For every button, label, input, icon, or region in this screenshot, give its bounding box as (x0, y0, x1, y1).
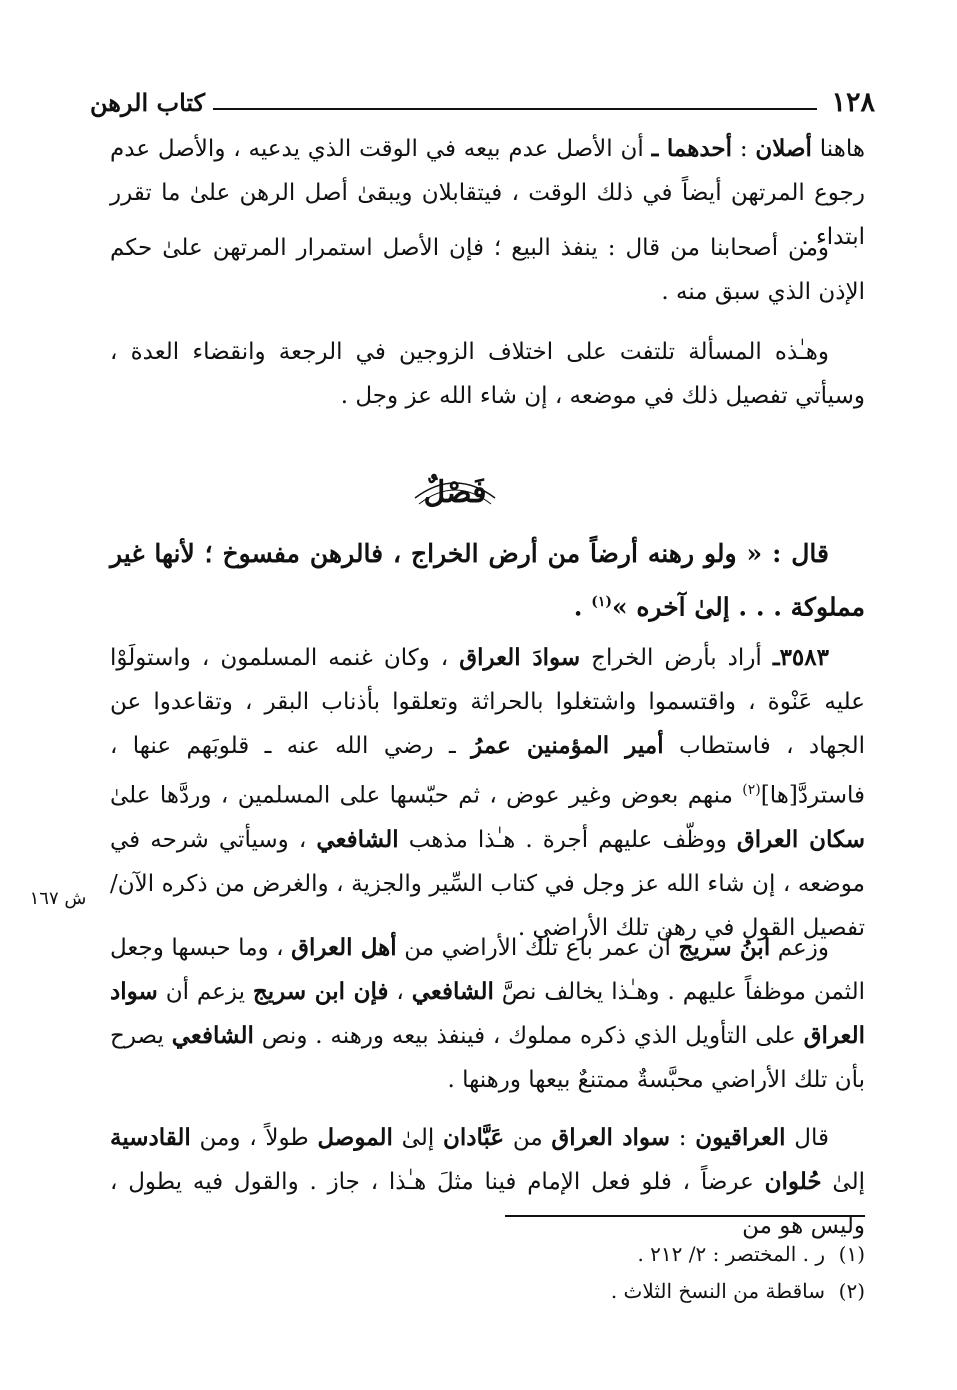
text-run: ، وسيأتي شرحه في موضعه ، إن شاء الله عز وجل في كتاب السِّير والجزية ، والغرض من ذكره الآن/ تفصيل القول في رهن تلك الأراضي . (110, 826, 865, 941)
footnote-text: ر . المختصر : ٢/ ٢١٢ . (637, 1242, 825, 1266)
bold-run: سواد العراق (110, 978, 866, 1049)
bold-run: ابنُ سريج (678, 934, 771, 961)
footnotes (300, 1236, 865, 1310)
footnote-separator (505, 1215, 865, 1217)
text-run: : (670, 1125, 696, 1151)
text-run: يزعم أن (157, 979, 253, 1005)
text-run: إلىٰ (392, 1125, 443, 1151)
text-run: ـ رضي الله عنه ـ قلوبَهم عنها ، فاستردَّ[ها] (110, 733, 865, 809)
running-title: كتاب الرهن (90, 88, 206, 117)
footnote-1 (300, 1236, 865, 1273)
text-run: هاهنا (811, 136, 865, 162)
text-run: : (732, 136, 756, 162)
bold-run: فإن ابن سريج (252, 978, 389, 1005)
manuscript-folio-ref: ش ١٦٧ (29, 888, 87, 909)
footnote-ref-1: (١) (591, 594, 612, 610)
text-run: إلىٰ (821, 1169, 865, 1195)
bold-run: الشافعي (171, 1022, 254, 1049)
footnote-number: (١) (838, 1242, 865, 1266)
bold-run: العراقيون (695, 1124, 786, 1151)
footnote-ref-2: (٢) (742, 782, 761, 798)
text-run: أراد بأرض الخراج (580, 645, 773, 671)
section-heading-ornament (405, 458, 505, 520)
text-run: منهم بعوض وغير عوض ، ثم حبّسها على المسلمين ، وردَّها علىٰ (110, 782, 743, 809)
bold-run: عَبَّادان (442, 1124, 505, 1151)
text-run: عرضاً ، فلو فعل الإمام فينا مثلَ هـٰذا ، جاز . والقول فيه يطول ، وليس هو من (110, 1169, 865, 1239)
text-run: أن عمر باع تلك الأراضي من (396, 935, 679, 961)
page-header (90, 84, 875, 118)
bold-run: الشافعي (411, 978, 494, 1005)
bold-run: الشافعي (316, 825, 399, 853)
paragraph-number: ٣٥٨٣ـ (772, 644, 829, 671)
page-number: ١٢٨ (831, 87, 875, 118)
text-run: من (504, 1125, 552, 1151)
paragraph-5 (110, 926, 865, 1102)
text-run: . (573, 592, 592, 622)
bold-run: سوادَ العراق (459, 644, 581, 671)
text-run: طولاً ، ومن (190, 1125, 318, 1151)
text-run: ، (388, 979, 412, 1005)
footnote-2 (300, 1273, 865, 1310)
text-run: وزعم (770, 935, 829, 961)
text-run: ووظّف عليهم أجرة . هـٰذا مذهب (398, 826, 737, 853)
text-run: أن الأصل عدم بيعه في الوقت الذي يدعيه ، والأصل عدم رجوع المرتهن أيضاً في ذلك الوقت ، فيتقابلان ويبقىٰ أصل الرهن علىٰ ما تقرر ابتداء . (110, 136, 865, 250)
bold-run: أهل العراق (291, 934, 397, 961)
text-run: على التأويل الذي ذكره مملوك ، فينفذ بيعه ورهنه . ونص (253, 1023, 804, 1049)
text-run: ، وما حبسها وجعل الثمن موظفاً عليهم . وهـٰذا يخالف نصَّ (110, 935, 866, 1005)
bold-run: سواد العراق (551, 1124, 671, 1151)
text-run: يصرح بأن تلك الأراضي محبَّسةٌ ممتنعٌ بيعها ورهنها . (110, 1023, 865, 1093)
quote-body: قال : « ولو رهنه أرضاً من أرض الخراج ، فالرهن مفسوخ ؛ لأنها غير مملوكة . . . إلىٰ آخره » (110, 539, 865, 622)
paragraph-2: ومن أصحابنا من قال : ينفذ البيع ؛ فإن الأصل استمرار المرتهن علىٰ حكم الإذن الذي سبق منه . (110, 235, 865, 305)
paragraph-3583 (110, 636, 865, 950)
paragraph-6 (110, 1116, 865, 1248)
bold-run: أمير المؤمنين عمرُ (471, 732, 664, 759)
bold-run: القادسية (110, 1124, 191, 1151)
section-heading: فَصْلٌ (423, 475, 487, 510)
bold-run: حُلوان (764, 1168, 822, 1195)
bold-run: أصلان (755, 135, 812, 162)
bold-run: أحدهما ـ (651, 135, 732, 162)
text-run: قال (785, 1125, 829, 1151)
quoted-text (110, 530, 865, 631)
footnote-number: (٢) (838, 1279, 865, 1303)
bold-run: سكان العراق (736, 825, 865, 853)
bold-run: الموصل (317, 1124, 393, 1151)
header-rule (213, 108, 817, 110)
text-run: ، وكان غنمه المسلمون ، واستولَوْا عليه عَنْوة ، واقتسموا واشتغلوا بالحراثة وتعلقوا بأذناب البقر ، وتقاعدوا عن الجهاد ، فاستطاب (110, 645, 865, 759)
footnote-text: ساقطة من النسخ الثلاث . (610, 1279, 825, 1303)
paragraph-3: وهـٰذه المسألة تلتفت على اختلاف الزوجين في الرجعة وانقضاء العدة ، وسيأتي تفصيل ذلك في موضعه ، إن شاء الله عز وجل . (110, 339, 865, 409)
